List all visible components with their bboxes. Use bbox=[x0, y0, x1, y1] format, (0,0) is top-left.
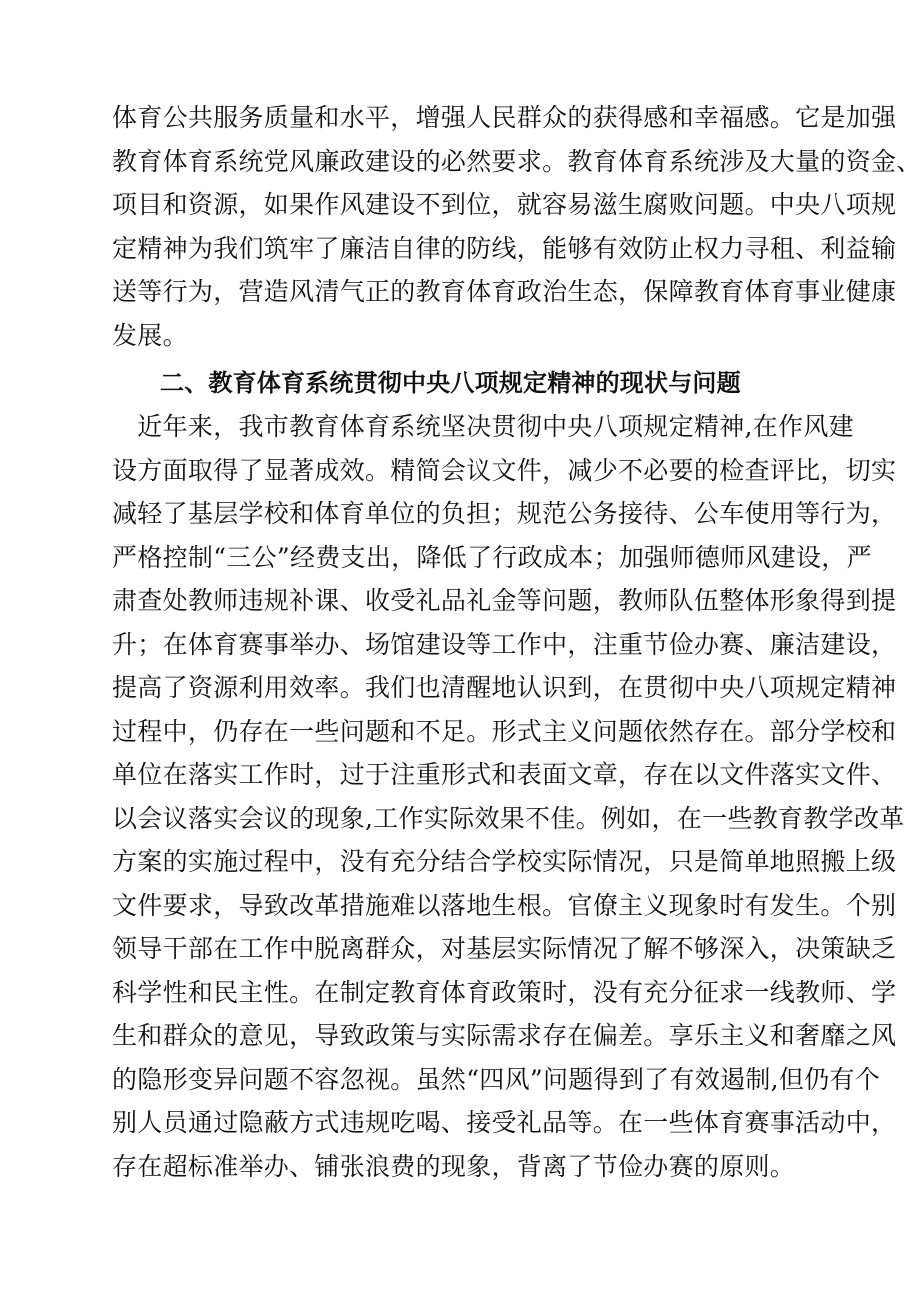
text-line: 体育公共服务质量和水平，增强人民群众的获得感和幸福感。它是加强 bbox=[112, 103, 897, 132]
text-line: 的隐形变异问题不容忽视。虽然“四风”问题得到了有效遏制,但仍有个 bbox=[112, 1064, 881, 1094]
section-heading: 二、教育体育系统贯彻中央八项规定精神的现状与问题 bbox=[160, 369, 741, 397]
text-line: 定精神为我们筑牢了廉洁自律的防线，能够有效防止权力寻租、利益输 bbox=[112, 233, 897, 263]
text-line: 近年来，我市教育体育系统坚决贯彻中央八项规定精神,在作风建 bbox=[112, 412, 854, 441]
text-line: 肃查处教师违规补课、收受礼品礼金等问题，教师队伍整体形象得到提 bbox=[112, 586, 897, 615]
text-line: 生和群众的意见，导致政策与实际需求存在偏差。享乐主义和奢靡之风 bbox=[112, 1021, 897, 1050]
text-line: 升；在体育赛事举办、场馆建设等工作中，注重节俭办赛、廉洁建设， bbox=[112, 629, 897, 659]
text-line: 减轻了基层学校和体育单位的负担；规范公务接待、公车使用等行为， bbox=[112, 499, 897, 528]
text-line: 严格控制“三公”经费支出，降低了行政成本；加强师德师风建设，严 bbox=[112, 542, 872, 572]
text-line: 科学性和民主性。在制定教育体育政策时，没有充分征求一线教师、学 bbox=[112, 977, 897, 1007]
text-line: 提高了资源利用效率。我们也清醒地认识到，在贯彻中央八项规定精神 bbox=[112, 673, 897, 702]
paragraph-intro bbox=[112, 96, 922, 357]
paragraph-status-problems bbox=[112, 405, 905, 1188]
text-line: 送等行为，营造风清气正的教育体育政治生态，保障教育体育事业健康 bbox=[112, 277, 897, 306]
text-line: 方案的实施过程中，没有充分结合学校实际情况，只是简单地照搬上级 bbox=[112, 847, 897, 876]
text-line: 领导干部在工作中脱离群众，对基层实际情况了解不够深入，决策缺乏 bbox=[112, 934, 897, 963]
text-line: 别人员通过隐蔽方式违规吃喝、接受礼品等。在一些体育赛事活动中， bbox=[112, 1108, 897, 1137]
text-line: 存在超标准举办、铺张浪费的现象，背离了节俭办赛的原则。 bbox=[112, 1151, 796, 1181]
text-line: 单位在落实工作时，过于注重形式和表面文章，存在以文件落实文件、 bbox=[112, 760, 897, 789]
text-line: 设方面取得了显著成效。精简会议文件，减少不必要的检查评比，切实 bbox=[112, 455, 897, 485]
text-line: 以会议落实会议的现象,工作实际效果不佳。例如，在一些教育教学改革 bbox=[112, 803, 905, 833]
text-line: 文件要求，导致改革措施难以落地生根。官僚主义现象时有发生。个别 bbox=[112, 890, 897, 920]
text-line: 过程中，仍存在一些问题和不足。形式主义问题依然存在。部分学校和 bbox=[112, 716, 897, 746]
text-line: 发展。 bbox=[112, 320, 188, 350]
text-line: 教育体育系统党风廉政建设的必然要求。教育体育系统涉及大量的资金、 bbox=[112, 146, 922, 176]
text-line: 项目和资源，如果作风建设不到位，就容易滋生腐败问题。中央八项规 bbox=[112, 190, 897, 219]
